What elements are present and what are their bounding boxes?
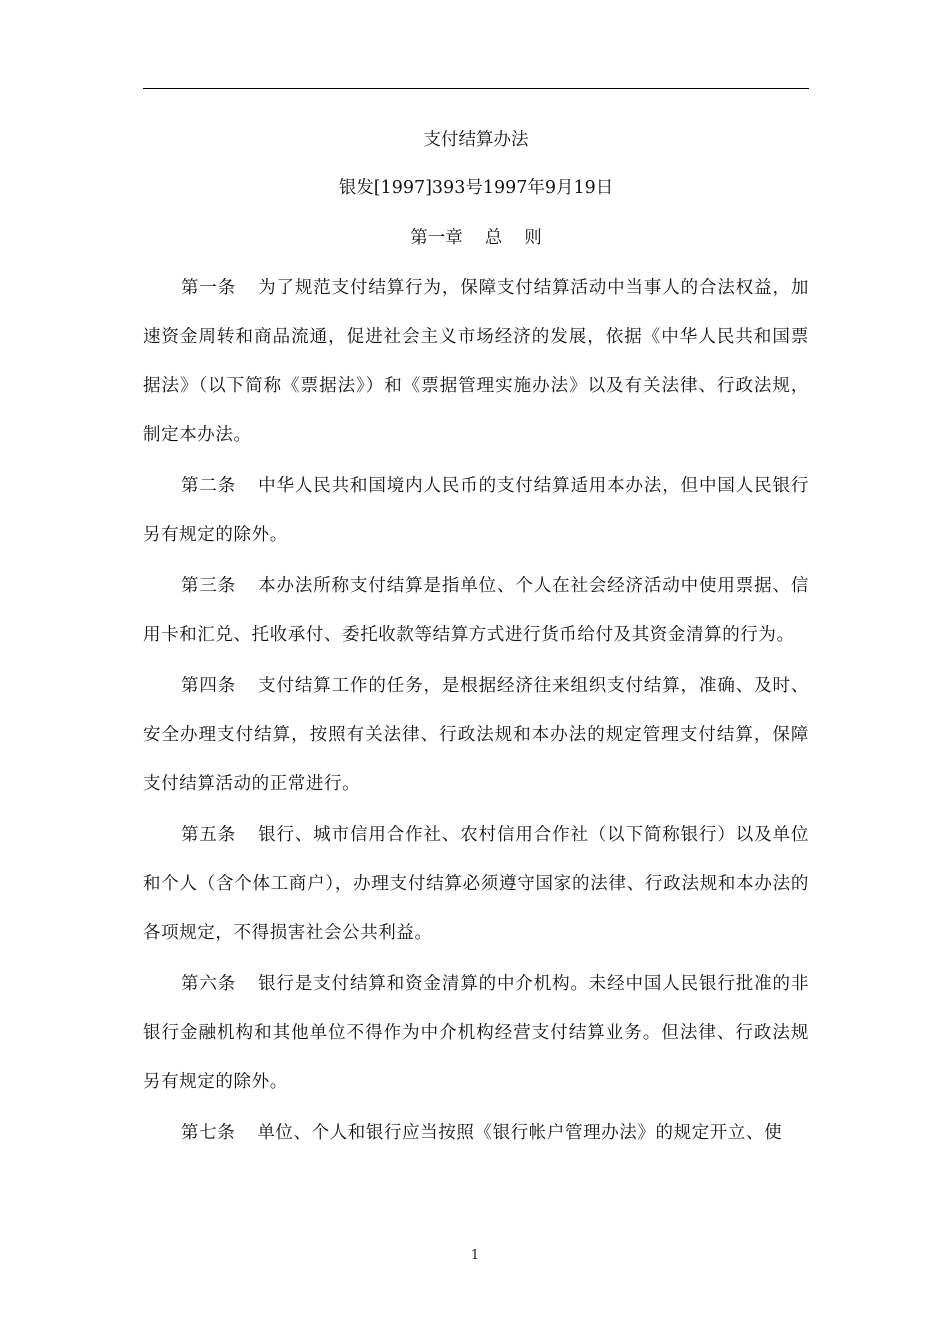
- article-text: 本办法所称支付结算是指单位、个人在社会经济活动中使用票据、信用卡和汇兑、托收承付、委托收款等结算方式进行货币给付及其资金清算的行为。: [143, 576, 809, 645]
- article-2: [143, 462, 809, 560]
- header-rule: [143, 88, 809, 89]
- article-6: [143, 960, 809, 1107]
- article-label: 第一条: [181, 278, 237, 298]
- article-text: 单位、个人和银行应当按照《银行帐户管理办法》的规定开立、使: [257, 1123, 783, 1143]
- article-text: 支付结算工作的任务，是根据经济往来组织支付结算，准确、及时、安全办理支付结算，按照有关法律、行政法规和本办法的规定管理支付结算，保障支付结算活动的正常进行。: [143, 676, 809, 794]
- article-label: 第六条: [181, 974, 237, 994]
- article-7: [143, 1109, 809, 1158]
- document-body: [143, 116, 809, 1160]
- chapter-word-2: 则: [524, 228, 542, 248]
- article-label: 第四条: [181, 676, 237, 696]
- article-label: 第二条: [181, 476, 237, 496]
- article-text: 银行是支付结算和资金清算的中介机构。未经中国人民银行批准的非银行金融机构和其他单位不得作为中介机构经营支付结算业务。但法律、行政法规另有规定的除外。: [143, 974, 809, 1092]
- article-text: 银行、城市信用合作社、农村信用合作社（以下简称银行）以及单位和个人（含个体工商户），办理支付结算必须遵守国家的法律、行政法规和本办法的各项规定，不得损害社会公共利益。: [143, 825, 809, 943]
- page-number: 1: [470, 1248, 480, 1263]
- article-text: 中华人民共和国境内人民币的支付结算适用本办法，但中国人民银行另有规定的除外。: [143, 476, 809, 545]
- chapter-word-1: 总: [484, 228, 503, 248]
- chapter-heading: [143, 214, 809, 264]
- document-number: 银发[1997]393号1997年9月19日: [338, 178, 614, 198]
- article-label: 第三条: [181, 576, 237, 596]
- article-label: 第五条: [181, 825, 237, 845]
- article-1: [143, 264, 809, 460]
- article-label: 第七条: [181, 1123, 236, 1143]
- document-title: 支付结算办法: [423, 130, 529, 150]
- article-5: [143, 811, 809, 958]
- article-4: [143, 662, 809, 809]
- article-text: 为了规范支付结算行为，保障支付结算活动中当事人的合法权益，加速资金周转和商品流通，促进社会主义市场经济的发展，依据《中华人民共和国票据法》（以下简称《票据法》）和《票据管理实施办法》以及有关法律、行政法规，制定本办法。: [143, 278, 809, 445]
- article-3: [143, 562, 809, 660]
- chapter-prefix: 第一章: [410, 228, 463, 248]
